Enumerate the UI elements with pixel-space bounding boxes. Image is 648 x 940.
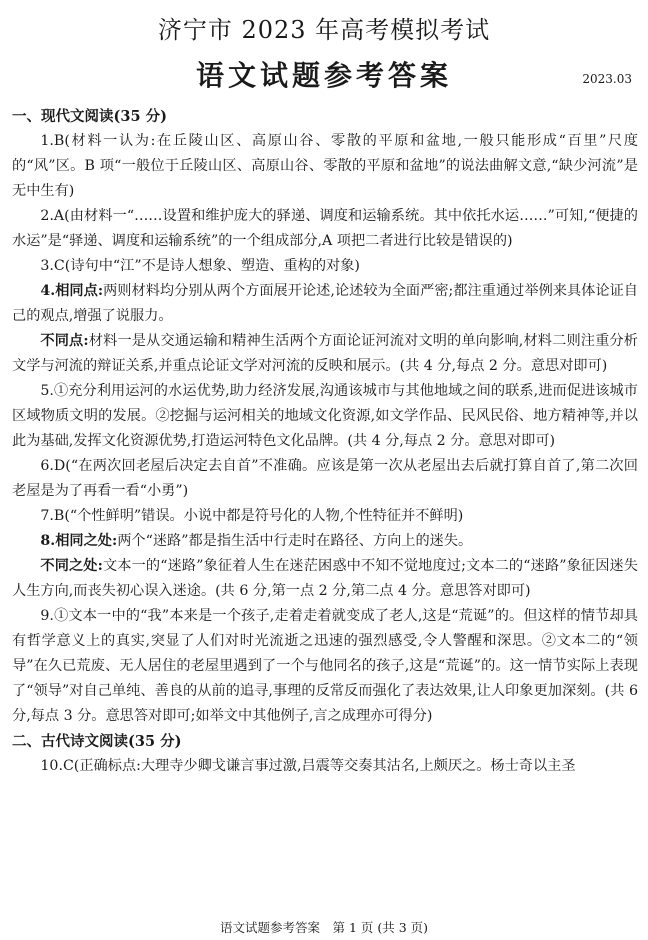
page-footer: 语文试题参考答案 第 1 页 (共 3 页) xyxy=(219,920,429,935)
answer-item: 7.B(“个性鲜明”错误。小说中都是符号化的人物,个性特征并不鲜明) xyxy=(40,508,464,524)
answer-item: 1.B(材料一认为:在丘陵山区、高原山谷、零散的平原和盆地,一般只能形成“百里”尺度的“风”区。B 项“一般位于丘陵山区、高原山谷、零散的平原和盆地”的说法曲解文意,“缺少河流”是无中生有) xyxy=(12,133,638,199)
section-heading: 一、现代文阅读(35 分) xyxy=(12,108,167,125)
answer-body xyxy=(12,104,638,779)
answer-item: 6.D(“在两次回老屋后决定去自首”不准确。应该是第一次从老屋出去后就打算自首了,第二次回老屋是为了再看一看“小勇”) xyxy=(12,458,638,499)
answer-item: 10.C(正确标点:大理寺少卿戈谦言事过激,吕震等交奏其沽名,上颇厌之。杨士奇以主圣 xyxy=(40,758,576,774)
exam-title: 济宁市 2023 年高考模拟考试 xyxy=(157,16,491,44)
answer-item: 3.C(诗句中“江”不是诗人想象、塑造、重构的对象) xyxy=(40,258,360,274)
answer-item: 2.A(由材料一“……设置和维护庞大的驿递、调度和运输系统。其中依托水运……”可知,“便捷的水运”是“驿递、调度和运输系统”的一个组成部分,A 项把二者进行比较是错误的) xyxy=(12,208,638,249)
answer-item: 不同点:材料一是从交通运输和精神生活两个方面论证河流对文明的单向影响,材料二则注重分析文学与河流的辩证关系,并重点论证文学对河流的反映和展示。(共 4 分,每点 2 分。意思对即可) xyxy=(12,333,638,374)
exam-date: 2023.03 xyxy=(582,72,632,86)
answer-item: 8.相同之处:两个“迷路”都是指生活中行走时在路径、方向上的迷失。 xyxy=(40,533,473,549)
answer-item: 9.①文本一中的“我”本来是一个孩子,走着走着就变成了老人,这是“荒诞”的。但这样的情节却具有哲学意义上的真实,突显了人们对时光流逝之迅速的强烈感受,令人警醒和深思。②文本二的“领导”在久已荒废、无人居住的老屋里遇到了一个与他同名的孩子,这是“荒诞”的。这一情节实际上表现了“领导”对自己单纯、善良的从前的追寻,事理的反常反而强化了表达效果,让人印象更加深刻。(共 6 分,每点 3 分。意思答对即可;如举文中其他例子,言之成理亦可得分) xyxy=(12,608,638,724)
answer-title: 语文试题参考答案 xyxy=(195,59,452,92)
answer-item: 不同之处:文本一的“迷路”象征着人生在迷茫困惑中不知不觉地度过;文本二的“迷路”象征因迷失人生方向,而丧失初心误入迷途。(共 6 分,第一点 2 分,第二点 4 分。意思答对即可) xyxy=(12,558,638,599)
section-heading: 二、古代诗文阅读(35 分) xyxy=(12,733,182,750)
answer-item: 5.①充分利用运河的水运优势,助力经济发展,沟通该城市与其他地域之间的联系,进而促进该城市区域物质文明的发展。②挖掘与运河相关的地域文化资源,如文学作品、民风民俗、地方精神等,并以此为基础,发挥文化资源优势,打造运河特色文化品牌。(共 4 分,每点 2 分。意思对即可) xyxy=(12,383,638,449)
answer-item: 4.相同点:两则材料均分别从两个方面展开论述,论述较为全面严密;都注重通过举例来具体论证自己的观点,增强了说服力。 xyxy=(12,283,638,324)
